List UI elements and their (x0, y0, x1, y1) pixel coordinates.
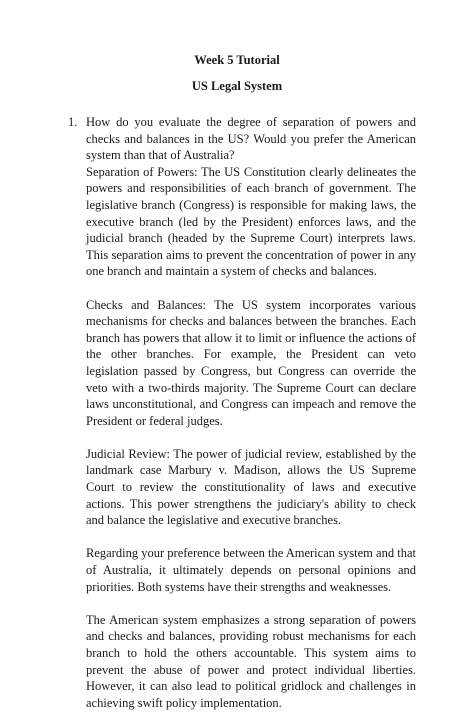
document-subtitle: US Legal System (191, 79, 283, 93)
paragraph-checks-and-balances: Checks and Balances: The US system incorporates various mechanisms for checks and balances between the branches. Each branch has powers that allow it to limit or influence the actions of the other branches. For example, the President can veto legislation passed by Congress, but Congress can override the veto with a two-thirds majority. The Supreme Court can declare laws unconstitutional, and Congress can impeach and remove the President or federal judges. (86, 297, 416, 428)
paragraph-american-system: The American system emphasizes a strong separation of powers and checks and balances, providing robust mechanisms for each branch to hold the others accountable. This system aims to prevent the abuse of power and protect individual liberties. However, it can also lead to political gridlock and challenges in achieving swift policy implementation. (86, 612, 416, 710)
paragraph-preference: Regarding your preference between the American system and that of Australia, it ultimately depends on personal opinions and priorities. Both systems have their strengths and weaknesses. (86, 546, 416, 594)
paragraph-judicial-review: Judicial Review: The power of judicial review, established by the landmark case Marbury v. Madison, allows the US Supreme Court to review the constitutionality of laws and executive actions. This power strengthens the judiciary's ability to check and balance the legislative and executive branches. (86, 446, 416, 528)
answer-body (86, 114, 416, 728)
paragraph-separation-of-powers: Separation of Powers: The US Constitution clearly delineates the powers and responsibilities of each branch of government. The legislative branch (Congress) is responsible for making laws, the executive branch (led by the President) enforces laws, and the judicial branch (headed by the Supreme Court) interprets laws. This separation aims to prevent the concentration of power in any one branch and maintain a system of checks and balances. (86, 164, 416, 279)
question-text: How do you evaluate the degree of separation of powers and checks and balances in the US? Would you prefer the American system than that of Australia? (86, 115, 416, 163)
question-number: 1. (68, 115, 78, 129)
document-title: Week 5 Tutorial (194, 53, 280, 67)
